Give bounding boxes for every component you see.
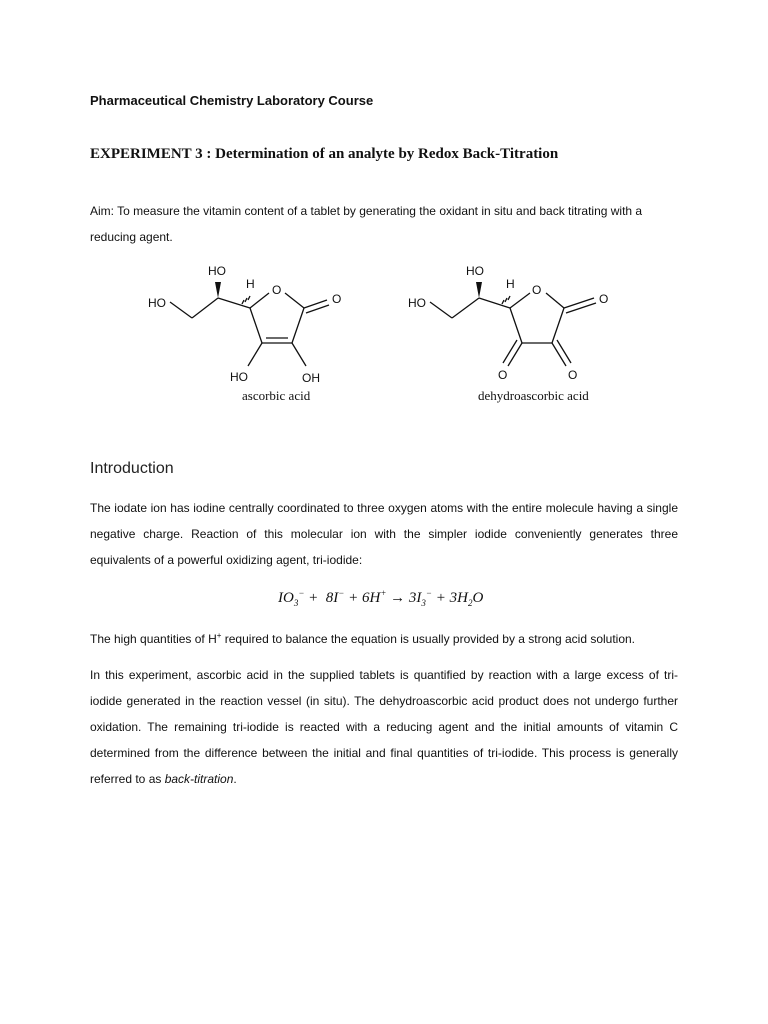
intro-paragraph-2 [90, 623, 678, 652]
dehydro-label-o-bottom-right: O [568, 368, 578, 382]
dehydro-label-o-ring: O [532, 283, 542, 297]
aim-paragraph: Aim: To measure the vitamin content of a tablet by generating the oxidant in situ and back titrating with a reducing agent. [90, 204, 643, 244]
eq-term-2-sup: − [338, 588, 345, 598]
eq-term-5: + 3H [431, 590, 468, 606]
reaction-equation [278, 588, 483, 608]
eq-term-1-sup: − [298, 588, 305, 598]
dehydro-label-h: H [506, 277, 515, 291]
ascorbic-label-o-ring: O [272, 283, 282, 297]
intro-paragraph-3 [90, 662, 678, 792]
structures-figure [142, 258, 662, 408]
dehydro-label-ho-top: HO [466, 264, 484, 278]
ascorbic-label-oh-bottom: OH [302, 371, 320, 385]
ascorbic-label-o-carbonyl: O [332, 292, 342, 306]
eq-term-1-sub: 3 [293, 598, 299, 608]
dehydroascorbic-acid-caption: dehydroascorbic acid [478, 388, 589, 403]
chemical-structures [142, 258, 662, 413]
ascorbic-label-ho-bottom: HO [230, 370, 248, 384]
introduction-heading: Introduction [90, 460, 174, 477]
ascorbic-acid-caption: ascorbic acid [242, 388, 311, 403]
p2-text-before: The high quantities of H [90, 632, 217, 646]
ascorbic-label-ho-left: HO [148, 296, 166, 310]
eq-term-2: + 8I [304, 590, 339, 606]
eq-term-5-sub: 2 [467, 598, 473, 608]
course-title: Pharmaceutical Chemistry Laboratory Course [90, 93, 374, 108]
p3-emphasis: back-titration [164, 772, 234, 786]
p2-text-after: required to balance the equation is usually provided by a strong acid solution. [221, 632, 636, 646]
eq-term-3: + 6H [344, 590, 381, 606]
eq-term-4-sub: 3 [421, 598, 426, 608]
eq-term-3-sup: + [380, 588, 387, 598]
eq-term-6: O [472, 590, 484, 606]
intro-paragraph-1: The iodate ion has iodine centrally coordinated to three oxygen atoms with the entire molecule having a single negative charge. Reaction of this molecular ion with the simpler iodide conveniently generates three equivalents of a powerful oxidizing agent, tri-iodide: [90, 501, 678, 567]
p3-text-after: . [233, 772, 237, 786]
ascorbic-acid-structure [170, 282, 329, 366]
dehydro-label-o-carbonyl: O [599, 292, 609, 306]
eq-term-4-sup: − [425, 588, 432, 598]
dehydro-label-o-bottom-left: O [498, 368, 508, 382]
document-page [90, 0, 678, 1024]
eq-term-4: → 3I [386, 590, 422, 606]
eq-term-1: IO [278, 590, 294, 606]
experiment-title: EXPERIMENT 3 : Determination of an analyte by Redox Back-Titration [90, 146, 559, 162]
p3-text-before: In this experiment, ascorbic acid in the supplied tablets is quantified by reaction with a large excess of tri-iodide generated in the reaction vessel (in situ). The dehydroascorbic acid product does not undergo further oxidation. The remaining tri-iodide is reacted with a reducing agent and the initial amounts of vitamin C determined from the difference between the initial and final quantities of tri-iodide. This process is generally referred to as [90, 668, 678, 786]
dehydroascorbic-acid-structure [430, 282, 596, 366]
p2-superscript: + [216, 631, 222, 640]
ascorbic-label-ho-top: HO [208, 264, 226, 278]
dehydro-label-ho-left: HO [408, 296, 426, 310]
ascorbic-label-h: H [246, 277, 255, 291]
